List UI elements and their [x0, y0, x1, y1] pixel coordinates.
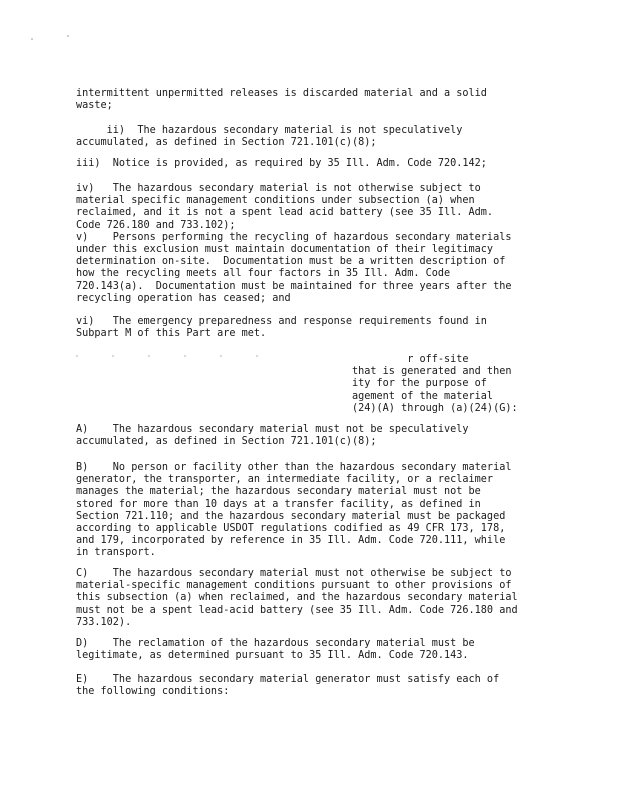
text-line: A) The hazardous secondary material must not be speculatively	[76, 424, 469, 435]
text-line: the following conditions:	[76, 686, 230, 698]
text-line: ii) The hazardous secondary material is not speculatively	[76, 125, 463, 136]
scan-specks	[30, 34, 90, 42]
condition-c	[76, 568, 546, 629]
paragraph-items-iv-v	[76, 183, 546, 305]
text-line: v) Persons performing the recycling of hazardous secondary materials	[76, 231, 512, 243]
text-line: intermittent unpermitted releases is discarded material and a solid	[76, 88, 487, 99]
text-line: waste;	[76, 100, 113, 112]
text-line: manages the material; the hazardous secondary material must not be	[76, 486, 481, 498]
condition-b	[76, 462, 546, 560]
text-line: vi) The emergency preparedness and response requirements found in	[76, 316, 487, 327]
text-line: 733.102).	[76, 616, 132, 628]
text-line: reclaimed, and it is not a spent lead acid battery (see 35 Ill. Adm.	[76, 207, 494, 219]
text-line: B) No person or facility other than the hazardous secondary material	[76, 462, 512, 473]
text-line: according to applicable USDOT regulations codified as 49 CFR 173, 178,	[76, 523, 506, 535]
text-line: and 179, incorporated by reference in 35 Ill. Adm. Code 720.111, while	[76, 535, 506, 547]
text-line: material-specific management conditions pursuant to other provisions of	[76, 580, 512, 592]
text-line: Subpart M of this Part are met.	[76, 328, 267, 340]
text-line: C) The hazardous secondary material must not otherwise be subject to	[76, 568, 512, 579]
condition-a	[76, 424, 546, 448]
text-line: Section 721.110; and the hazardous secondary material must be packaged	[76, 510, 506, 522]
condition-d	[76, 638, 546, 662]
faded-scan-line	[76, 355, 276, 357]
text-line: iv) The hazardous secondary material is not otherwise subject to	[76, 183, 481, 194]
text-line: 720.143(a). Documentation must be maintained for three years after the	[76, 280, 512, 292]
text-line: determination on-site. Documentation must be a written description of	[76, 256, 506, 268]
text-line: must not be a spent lead-acid battery (see 35 Ill. Adm. Code 726.180 and	[76, 604, 518, 616]
text-line: (24)(A) through (a)(24)(G):	[352, 402, 518, 414]
paragraph-item-iii	[76, 158, 546, 170]
text-line: stored for more than 10 days at a transfer facility, as defined in	[76, 498, 481, 510]
text-line: that is generated and then	[352, 366, 512, 378]
text-line: accumulated, as defined in Section 721.101(c)(8);	[76, 436, 377, 448]
text-line: material specific management conditions under subsection (a) when	[76, 195, 475, 207]
text-line: recycling operation has ceased; and	[76, 292, 291, 304]
condition-e	[76, 674, 546, 698]
text-line: ity for the purpose of	[352, 378, 487, 390]
text-line: Code 726.180 and 733.102);	[76, 219, 236, 231]
text-line: how the recycling meets all four factors in 35 Ill. Adm. Code	[76, 268, 451, 280]
text-line: in transport.	[76, 547, 156, 559]
paragraph-item-ii	[76, 125, 546, 149]
text-line: this subsection (a) when reclaimed, and the hazardous secondary material	[76, 592, 518, 604]
paragraph-item-vi	[76, 316, 546, 340]
partial-text-fragment	[352, 354, 552, 415]
text-line: E) The hazardous secondary material generator must satisfy each of	[76, 674, 500, 685]
text-line: generator, the transporter, an intermediate facility, or a reclaimer	[76, 474, 494, 486]
text-line: r off-site	[352, 354, 469, 365]
text-line: under this exclusion must maintain documentation of their legitimacy	[76, 244, 494, 256]
text-line: iii) Notice is provided, as required by 35 Ill. Adm. Code 720.142;	[76, 158, 487, 169]
paragraph-discarded-material	[76, 88, 546, 112]
text-line: legitimate, as determined pursuant to 35 Ill. Adm. Code 720.143.	[76, 650, 469, 662]
text-line: accumulated, as defined in Section 721.101(c)(8);	[76, 137, 377, 149]
text-line: D) The reclamation of the hazardous secondary material must be	[76, 638, 475, 649]
text-line: agement of the material	[352, 390, 494, 402]
